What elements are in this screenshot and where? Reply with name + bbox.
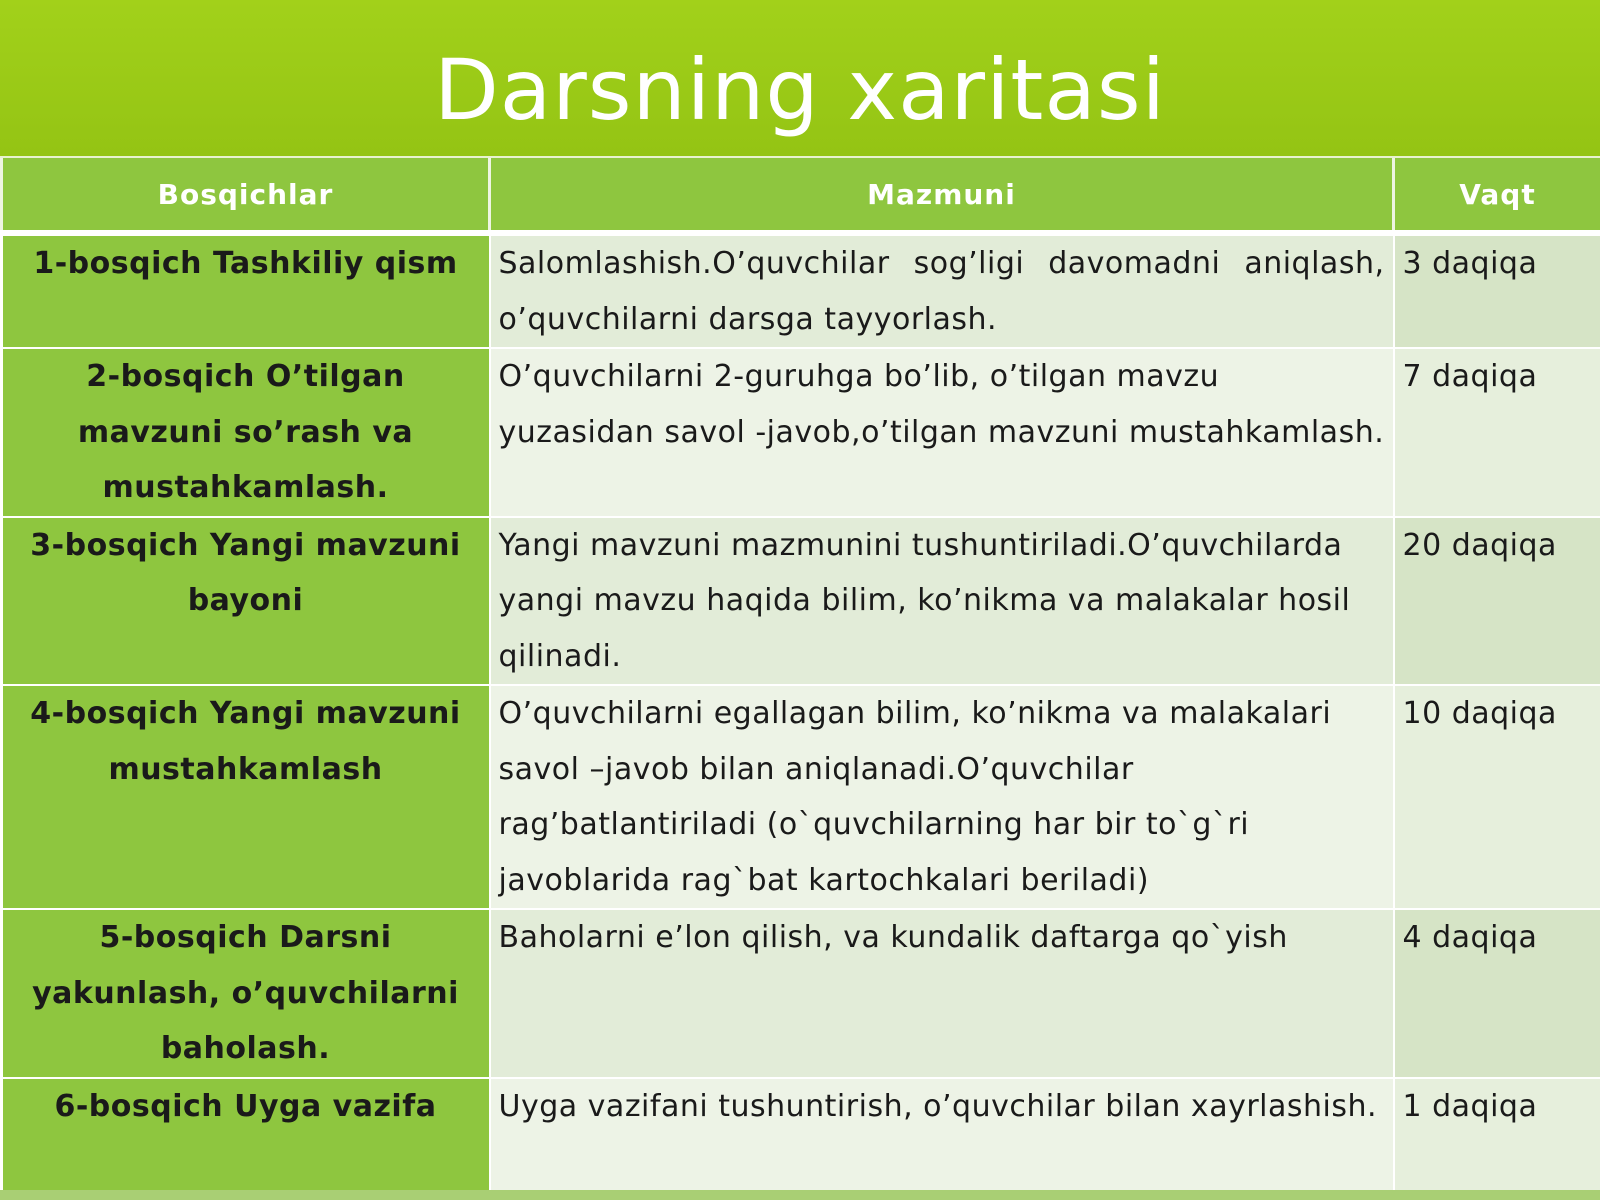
table-row bbox=[2, 233, 1600, 348]
stage-cell: 3-bosqich Yangi mavzuni bayoni bbox=[2, 517, 490, 686]
table-row bbox=[2, 1078, 1600, 1192]
stage-cell: 1-bosqich Tashkiliy qism bbox=[2, 233, 490, 348]
stage-cell: 5-bosqich Darsni yakunlash, o’quvchilarni baholash. bbox=[2, 909, 490, 1078]
header-time: Vaqt bbox=[1394, 158, 1600, 233]
content-cell: O’quvchilarni egallagan bilim, ko’nikma va malakalari savol –javob bilan aniqlanadi.O’quvchilar rag’batlantiriladi (o`quvchilarning har bir to`g`ri javoblarida rag`bat kartochkalari beriladi) bbox=[490, 685, 1394, 909]
stage-cell: 2-bosqich O’tilgan mavzuni so’rash va mustahkamlash. bbox=[2, 348, 490, 517]
time-cell: 1 daqiqa bbox=[1394, 1078, 1600, 1192]
bottom-strip bbox=[0, 1190, 1600, 1200]
content-cell: Salomlashish.O’quvchilar sog’ligi davomadni aniqlash, o’quvchilarni darsga tayyorlash. bbox=[490, 233, 1394, 348]
title-bar bbox=[0, 0, 1600, 158]
table-row bbox=[2, 909, 1600, 1078]
slide-title: Darsning xaritasi bbox=[434, 41, 1166, 139]
content-cell: Yangi mavzuni mazmunini tushuntiriladi.O’quvchilarda yangi mavzu haqida bilim, ko’nikma va malakalar hosil qilinadi. bbox=[490, 517, 1394, 686]
content-cell: Baholarni e’lon qilish, va kundalik daftarga qo`yish bbox=[490, 909, 1394, 1078]
table-row bbox=[2, 517, 1600, 686]
table-row bbox=[2, 348, 1600, 517]
content-cell: O’quvchilarni 2-guruhga bo’lib, o’tilgan mavzu yuzasidan savol -javob,o’tilgan mavzuni mustahkamlash. bbox=[490, 348, 1394, 517]
time-cell: 7 daqiqa bbox=[1394, 348, 1600, 517]
header-row bbox=[2, 158, 1600, 233]
time-cell: 10 daqiqa bbox=[1394, 685, 1600, 909]
header-stages: Bosqichlar bbox=[2, 158, 490, 233]
content-cell: Uyga vazifani tushuntirish, o’quvchilar bilan xayrlashish. bbox=[490, 1078, 1394, 1192]
time-cell: 4 daqiqa bbox=[1394, 909, 1600, 1078]
time-cell: 20 daqiqa bbox=[1394, 517, 1600, 686]
time-cell: 3 daqiqa bbox=[1394, 233, 1600, 348]
stage-cell: 6-bosqich Uyga vazifa bbox=[2, 1078, 490, 1192]
stage-cell: 4-bosqich Yangi mavzuni mustahkamlash bbox=[2, 685, 490, 909]
table-row bbox=[2, 685, 1600, 909]
header-content: Mazmuni bbox=[490, 158, 1394, 233]
lesson-map-table bbox=[0, 158, 1600, 1193]
